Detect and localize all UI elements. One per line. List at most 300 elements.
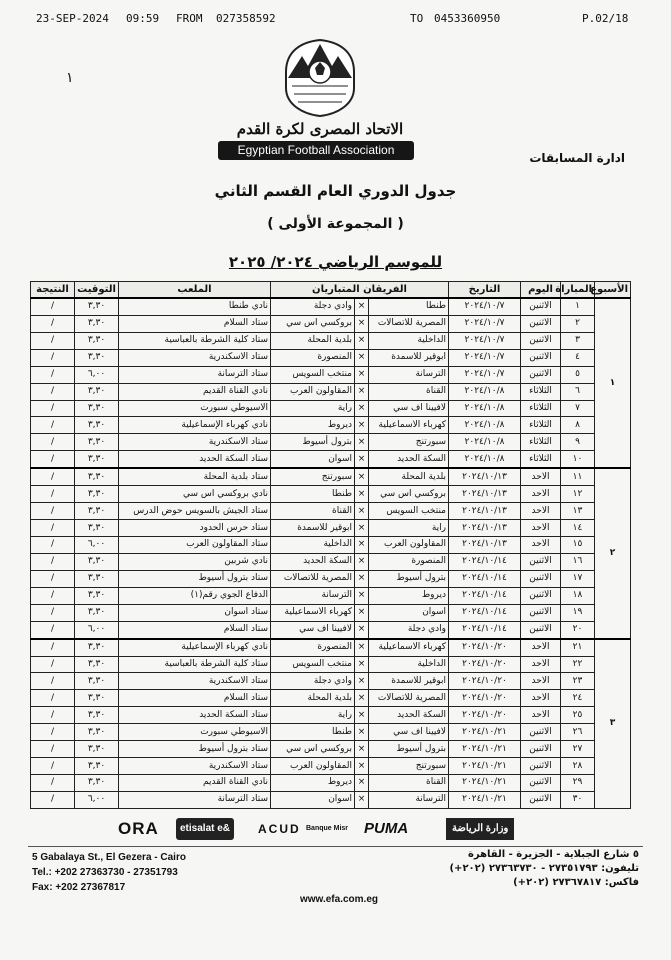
- match-result: /: [31, 434, 75, 451]
- match-date: ٢٠٢٤/١٠/٨: [449, 434, 521, 451]
- away-team: اسوان: [271, 791, 355, 808]
- match-day: الاثنين: [521, 349, 561, 366]
- match-time: ٣,٣٠: [75, 298, 119, 315]
- away-team: الداخلية: [271, 537, 355, 554]
- match-number: ٢١: [561, 639, 595, 656]
- away-team: منتخب السويس: [271, 656, 355, 673]
- match-date: ٢٠٢٤/١٠/٧: [449, 298, 521, 315]
- match-venue: الاسيوطي سبورت: [119, 724, 271, 741]
- table-row: [31, 690, 631, 707]
- versus-mark: ×: [355, 298, 369, 315]
- match-venue: ستاد الاسكندرية: [119, 434, 271, 451]
- match-result: /: [31, 690, 75, 707]
- fax-to-number: 0453360950: [434, 12, 501, 25]
- match-number: ٥: [561, 366, 595, 383]
- footer-address-english: [32, 850, 186, 895]
- away-team: راية: [271, 400, 355, 417]
- match-time: ٣,٣٠: [75, 468, 119, 485]
- match-date: ٢٠٢٤/١٠/١٤: [449, 553, 521, 570]
- home-team: وادي دجلة: [369, 621, 449, 638]
- match-number: ٣٠: [561, 791, 595, 808]
- match-result: /: [31, 707, 75, 724]
- match-number: ٢٥: [561, 707, 595, 724]
- versus-mark: ×: [355, 639, 369, 656]
- match-date: ٢٠٢٤/١٠/١٣: [449, 503, 521, 520]
- match-day: الاحد: [521, 537, 561, 554]
- home-team: لافيينا اف سي: [369, 400, 449, 417]
- header-date: التاريخ: [449, 282, 521, 299]
- match-time: ٣,٣٠: [75, 758, 119, 775]
- away-team: وادي دجلة: [271, 298, 355, 315]
- versus-mark: ×: [355, 486, 369, 503]
- versus-mark: ×: [355, 741, 369, 758]
- match-venue: نادي القناة القديم: [119, 774, 271, 791]
- match-date: ٢٠٢٤/١٠/٧: [449, 315, 521, 332]
- address-en-line: 5 Gabalaya St., El Gezera - Cairo: [32, 852, 186, 863]
- home-team: بترول أسيوط: [369, 741, 449, 758]
- match-result: /: [31, 673, 75, 690]
- home-team: القناة: [369, 774, 449, 791]
- table-row: [31, 639, 631, 656]
- match-number: ٦: [561, 383, 595, 400]
- versus-mark: ×: [355, 707, 369, 724]
- match-result: /: [31, 639, 75, 656]
- home-team: طنطا: [369, 298, 449, 315]
- sponsor-ministry: وزارة الرياضة: [446, 818, 514, 840]
- match-date: ٢٠٢٤/١٠/٢١: [449, 774, 521, 791]
- match-time: ٣,٣٠: [75, 383, 119, 400]
- match-result: /: [31, 537, 75, 554]
- match-time: ٦,٠٠: [75, 366, 119, 383]
- match-time: ٣,٣٠: [75, 656, 119, 673]
- match-time: ٣,٣٠: [75, 724, 119, 741]
- match-venue: ستاد السكة الحديد: [119, 451, 271, 468]
- header-result: النتيجة: [31, 282, 75, 299]
- table-row: [31, 503, 631, 520]
- table-row: [31, 570, 631, 587]
- home-team: منتخب السويس: [369, 503, 449, 520]
- match-result: /: [31, 791, 75, 808]
- home-team: ديروط: [369, 587, 449, 604]
- match-result: /: [31, 656, 75, 673]
- match-day: الاثنين: [521, 587, 561, 604]
- table-row: [31, 332, 631, 349]
- match-time: ٣,٣٠: [75, 349, 119, 366]
- home-team: بلدية المحلة: [369, 468, 449, 485]
- match-day: الاثنين: [521, 332, 561, 349]
- table-row: [31, 707, 631, 724]
- match-day: الاثنين: [521, 774, 561, 791]
- org-name-english: Egyptian Football Association: [218, 141, 414, 160]
- home-team: بترول أسيوط: [369, 570, 449, 587]
- away-team: المقاولون العرب: [271, 383, 355, 400]
- sponsor-acud: ACUD: [258, 822, 301, 836]
- table-row: [31, 673, 631, 690]
- match-date: ٢٠٢٤/١٠/٢٠: [449, 673, 521, 690]
- home-team: المصرية للاتصالات: [369, 690, 449, 707]
- away-team: طنطا: [271, 486, 355, 503]
- away-team: السكة الحديد: [271, 553, 355, 570]
- match-number: ١٩: [561, 604, 595, 621]
- away-team: بترول أسيوط: [271, 434, 355, 451]
- match-day: الاحد: [521, 503, 561, 520]
- match-time: ٣,٣٠: [75, 604, 119, 621]
- match-date: ٢٠٢٤/١٠/١٤: [449, 587, 521, 604]
- match-date: ٢٠٢٤/١٠/٢١: [449, 724, 521, 741]
- match-number: ٨: [561, 417, 595, 434]
- match-day: الثلاثاء: [521, 451, 561, 468]
- versus-mark: ×: [355, 537, 369, 554]
- match-time: ٣,٣٠: [75, 451, 119, 468]
- match-time: ٣,٣٠: [75, 639, 119, 656]
- efa-logo-icon: [282, 38, 358, 118]
- match-day: الاحد: [521, 673, 561, 690]
- match-venue: ستاد الاسكندرية: [119, 758, 271, 775]
- match-day: الاثنين: [521, 315, 561, 332]
- table-row: [31, 621, 631, 638]
- match-day: الاثنين: [521, 298, 561, 315]
- home-team: كهرباء الاسماعيلية: [369, 417, 449, 434]
- match-result: /: [31, 349, 75, 366]
- match-number: ٢٣: [561, 673, 595, 690]
- table-row: [31, 587, 631, 604]
- match-number: ١٠: [561, 451, 595, 468]
- match-time: ٣,٣٠: [75, 486, 119, 503]
- week-number: ٢: [595, 468, 631, 638]
- match-number: ١: [561, 298, 595, 315]
- table-row: [31, 451, 631, 468]
- match-date: ٢٠٢٤/١٠/٨: [449, 417, 521, 434]
- versus-mark: ×: [355, 758, 369, 775]
- footer-divider: [28, 846, 643, 847]
- away-team: منتخب السويس: [271, 366, 355, 383]
- home-team: لافيينا اف سي: [369, 724, 449, 741]
- group-label: ( المجموعة الأولى ): [267, 216, 404, 232]
- match-venue: ستاد الترسانة: [119, 791, 271, 808]
- match-time: ٣,٣٠: [75, 774, 119, 791]
- match-date: ٢٠٢٤/١٠/١٣: [449, 468, 521, 485]
- table-row: [31, 520, 631, 537]
- match-venue: ستاد بترول أسيوط: [119, 570, 271, 587]
- home-team: سبورتنج: [369, 758, 449, 775]
- away-team: ديروط: [271, 417, 355, 434]
- match-number: ١٤: [561, 520, 595, 537]
- match-date: ٢٠٢٤/١٠/٢٠: [449, 639, 521, 656]
- match-date: ٢٠٢٤/١٠/١٤: [449, 621, 521, 638]
- table-row: [31, 553, 631, 570]
- match-venue: نادي بروكسي اس سي: [119, 486, 271, 503]
- page-title: جدول الدوري العام القسم الثاني: [214, 182, 457, 200]
- table-row: [31, 486, 631, 503]
- versus-mark: ×: [355, 621, 369, 638]
- match-venue: الدفاع الجوي رقم(١): [119, 587, 271, 604]
- match-time: ٦,٠٠: [75, 791, 119, 808]
- match-time: ٣,٣٠: [75, 332, 119, 349]
- match-date: ٢٠٢٤/١٠/١٤: [449, 604, 521, 621]
- match-result: /: [31, 400, 75, 417]
- match-number: ٢٢: [561, 656, 595, 673]
- match-number: ٩: [561, 434, 595, 451]
- home-team: الترسانة: [369, 791, 449, 808]
- match-day: الاثنين: [521, 791, 561, 808]
- table-row: [31, 791, 631, 808]
- table-row: [31, 604, 631, 621]
- versus-mark: ×: [355, 434, 369, 451]
- table-header-row: [31, 282, 631, 299]
- table-row: [31, 298, 631, 315]
- versus-mark: ×: [355, 553, 369, 570]
- away-team: طنطا: [271, 724, 355, 741]
- fax-page: P.02/18: [582, 12, 629, 25]
- match-venue: ستاد الترسانة: [119, 366, 271, 383]
- home-team: اسوان: [369, 604, 449, 621]
- match-day: الاثنين: [521, 758, 561, 775]
- match-date: ٢٠٢٤/١٠/٨: [449, 451, 521, 468]
- tel-ar: تليفون: ٢٧٣٥١٧٩٣ - ٢٧٣٦٣٧٣٠ (٢٠٢+): [449, 863, 639, 874]
- match-result: /: [31, 587, 75, 604]
- match-venue: ستاد السكة الحديد: [119, 707, 271, 724]
- home-team: ابوقير للاسمدة: [369, 349, 449, 366]
- home-team: القناة: [369, 383, 449, 400]
- match-day: الاثنين: [521, 553, 561, 570]
- match-day: الاحد: [521, 639, 561, 656]
- away-team: اسوان: [271, 451, 355, 468]
- match-venue: ستاد الاسكندرية: [119, 673, 271, 690]
- match-day: الثلاثاء: [521, 400, 561, 417]
- match-result: /: [31, 315, 75, 332]
- match-result: /: [31, 486, 75, 503]
- match-number: ٢٤: [561, 690, 595, 707]
- match-venue: نادي القناة القديم: [119, 383, 271, 400]
- header-time: التوقيت: [75, 282, 119, 299]
- match-venue: ستاد الجيش بالسويس حوض الدرس: [119, 503, 271, 520]
- match-result: /: [31, 741, 75, 758]
- match-day: الثلاثاء: [521, 383, 561, 400]
- match-day: الاحد: [521, 486, 561, 503]
- match-number: ٢٩: [561, 774, 595, 791]
- table-row: [31, 400, 631, 417]
- fax-from-number: 027358592: [216, 12, 276, 25]
- match-result: /: [31, 724, 75, 741]
- table-row: [31, 724, 631, 741]
- match-result: /: [31, 468, 75, 485]
- fax-en: Fax: +202 27367817: [32, 882, 126, 893]
- match-number: ٢٨: [561, 758, 595, 775]
- match-time: ٦,٠٠: [75, 537, 119, 554]
- match-venue: ستاد كلية الشرطة بالعباسية: [119, 656, 271, 673]
- match-time: ٦,٠٠: [75, 621, 119, 638]
- header-day: اليوم: [521, 282, 561, 299]
- sponsor-etisalat: etisalat e&: [176, 818, 234, 840]
- away-team: ابوقير للاسمدة: [271, 520, 355, 537]
- away-team: المنصورة: [271, 349, 355, 366]
- home-team: المنصورة: [369, 553, 449, 570]
- match-result: /: [31, 332, 75, 349]
- table-row: [31, 383, 631, 400]
- match-time: ٣,٣٠: [75, 434, 119, 451]
- header-week: الأسبوع: [595, 282, 631, 299]
- match-result: /: [31, 383, 75, 400]
- away-team: سبورتنج: [271, 468, 355, 485]
- fax-ar: فاكس: ٢٧٣٦٧٨١٧ (٢٠٢+): [513, 877, 639, 888]
- away-team: بلدية المحلة: [271, 690, 355, 707]
- footer-address-arabic: [449, 848, 639, 890]
- match-venue: ستاد حرس الحدود: [119, 520, 271, 537]
- away-team: راية: [271, 707, 355, 724]
- match-time: ٣,٣٠: [75, 417, 119, 434]
- match-venue: ستاد المقاولون العرب: [119, 537, 271, 554]
- week-number: ١: [595, 298, 631, 468]
- versus-mark: ×: [355, 690, 369, 707]
- table-row: [31, 741, 631, 758]
- away-team: بروكسي اس سي: [271, 741, 355, 758]
- match-result: /: [31, 570, 75, 587]
- fax-time: 09:59: [126, 12, 160, 25]
- match-venue: ستاد كلية الشرطة بالعباسية: [119, 332, 271, 349]
- away-team: المصرية للاتصالات: [271, 570, 355, 587]
- home-team: ابوقير للاسمدة: [369, 673, 449, 690]
- away-team: كهرباء الاسماعيلية: [271, 604, 355, 621]
- match-date: ٢٠٢٤/١٠/٢٠: [449, 690, 521, 707]
- match-number: ٤: [561, 349, 595, 366]
- match-venue: الاسيوطي سبورت: [119, 400, 271, 417]
- away-team: بلدية المحلة: [271, 332, 355, 349]
- versus-mark: ×: [355, 791, 369, 808]
- season-label: للموسم الرياضي ٢٠٢٤/ ٢٠٢٥: [228, 253, 443, 271]
- match-date: ٢٠٢٤/١٠/٢١: [449, 791, 521, 808]
- match-venue: نادي طنطا: [119, 298, 271, 315]
- table-row: [31, 366, 631, 383]
- match-number: ٧: [561, 400, 595, 417]
- match-venue: نادي شربين: [119, 553, 271, 570]
- versus-mark: ×: [355, 656, 369, 673]
- home-team: بروكسي اس سي: [369, 486, 449, 503]
- department-label: ادارة المسابقات: [529, 151, 625, 165]
- website-link[interactable]: www.efa.com.eg: [300, 894, 378, 905]
- match-day: الاثنين: [521, 604, 561, 621]
- match-venue: ستاد السلام: [119, 690, 271, 707]
- versus-mark: ×: [355, 468, 369, 485]
- versus-mark: ×: [355, 503, 369, 520]
- match-venue: نادي كهرباء الإسماعيلية: [119, 639, 271, 656]
- fax-from-label: FROM: [176, 12, 203, 25]
- margin-mark: ١: [66, 70, 74, 86]
- match-day: الاحد: [521, 468, 561, 485]
- sponsor-bar: [110, 818, 610, 842]
- match-venue: نادي كهرباء الإسماعيلية: [119, 417, 271, 434]
- match-time: ٣,٣٠: [75, 503, 119, 520]
- home-team: راية: [369, 520, 449, 537]
- match-time: ٣,٣٠: [75, 741, 119, 758]
- match-time: ٣,٣٠: [75, 553, 119, 570]
- match-date: ٢٠٢٤/١٠/٨: [449, 383, 521, 400]
- match-day: الاثنين: [521, 366, 561, 383]
- home-team: الترسانة: [369, 366, 449, 383]
- versus-mark: ×: [355, 774, 369, 791]
- away-team: بروكسي اس سي: [271, 315, 355, 332]
- match-date: ٢٠٢٤/١٠/١٣: [449, 486, 521, 503]
- match-day: الاحد: [521, 520, 561, 537]
- match-time: ٣,٣٠: [75, 587, 119, 604]
- table-row: [31, 417, 631, 434]
- versus-mark: ×: [355, 400, 369, 417]
- home-team: السكة الحديد: [369, 451, 449, 468]
- away-team: المقاولون العرب: [271, 758, 355, 775]
- versus-mark: ×: [355, 332, 369, 349]
- match-time: ٣,٣٠: [75, 570, 119, 587]
- match-number: ١١: [561, 468, 595, 485]
- table-row: [31, 315, 631, 332]
- schedule-body: [31, 298, 631, 809]
- match-date: ٢٠٢٤/١٠/٧: [449, 332, 521, 349]
- week-number: ٣: [595, 639, 631, 809]
- match-time: ٣,٣٠: [75, 707, 119, 724]
- home-team: الداخلية: [369, 656, 449, 673]
- versus-mark: ×: [355, 673, 369, 690]
- match-number: ٣: [561, 332, 595, 349]
- header-teams: الفريقان المتباريان: [271, 282, 449, 299]
- address-ar-line: ٥ شارع الجبلاية - الجزيرة - القاهرة: [467, 849, 639, 860]
- header-match: المباراة: [561, 282, 595, 299]
- match-venue: ستاد بترول أسيوط: [119, 741, 271, 758]
- versus-mark: ×: [355, 451, 369, 468]
- fax-date: 23-SEP-2024: [36, 12, 109, 25]
- match-result: /: [31, 503, 75, 520]
- match-date: ٢٠٢٤/١٠/٧: [449, 349, 521, 366]
- match-result: /: [31, 451, 75, 468]
- match-number: ١٨: [561, 587, 595, 604]
- sponsor-puma: PUMA: [364, 820, 409, 837]
- match-day: الاحد: [521, 690, 561, 707]
- match-date: ٢٠٢٤/١٠/١٣: [449, 520, 521, 537]
- home-team: المصرية للاتصالات: [369, 315, 449, 332]
- away-team: المنصورة: [271, 639, 355, 656]
- home-team: كهرباء الاسماعيلية: [369, 639, 449, 656]
- match-date: ٢٠٢٤/١٠/٧: [449, 366, 521, 383]
- org-name-arabic: الاتحاد المصرى لكرة القدم: [236, 120, 404, 138]
- match-date: ٢٠٢٤/١٠/١٣: [449, 537, 521, 554]
- home-team: سبورتنج: [369, 434, 449, 451]
- versus-mark: ×: [355, 570, 369, 587]
- versus-mark: ×: [355, 417, 369, 434]
- match-number: ١٦: [561, 553, 595, 570]
- match-number: ٢٦: [561, 724, 595, 741]
- match-day: الاثنين: [521, 570, 561, 587]
- match-date: ٢٠٢٤/١٠/٢٠: [449, 707, 521, 724]
- match-venue: ستاد السلام: [119, 621, 271, 638]
- away-team: لافيينا اف سي: [271, 621, 355, 638]
- fax-to-label: TO: [410, 12, 424, 25]
- match-result: /: [31, 621, 75, 638]
- table-row: [31, 656, 631, 673]
- match-day: الاحد: [521, 656, 561, 673]
- table-row: [31, 349, 631, 366]
- match-date: ٢٠٢٤/١٠/٨: [449, 400, 521, 417]
- table-row: [31, 468, 631, 485]
- match-venue: ستاد اسوان: [119, 604, 271, 621]
- versus-mark: ×: [355, 587, 369, 604]
- match-number: ٢٠: [561, 621, 595, 638]
- versus-mark: ×: [355, 315, 369, 332]
- versus-mark: ×: [355, 349, 369, 366]
- away-team: الترسانة: [271, 587, 355, 604]
- match-result: /: [31, 366, 75, 383]
- match-time: ٣,٣٠: [75, 315, 119, 332]
- match-result: /: [31, 774, 75, 791]
- versus-mark: ×: [355, 520, 369, 537]
- match-date: ٢٠٢٤/١٠/٢١: [449, 758, 521, 775]
- match-number: ١٢: [561, 486, 595, 503]
